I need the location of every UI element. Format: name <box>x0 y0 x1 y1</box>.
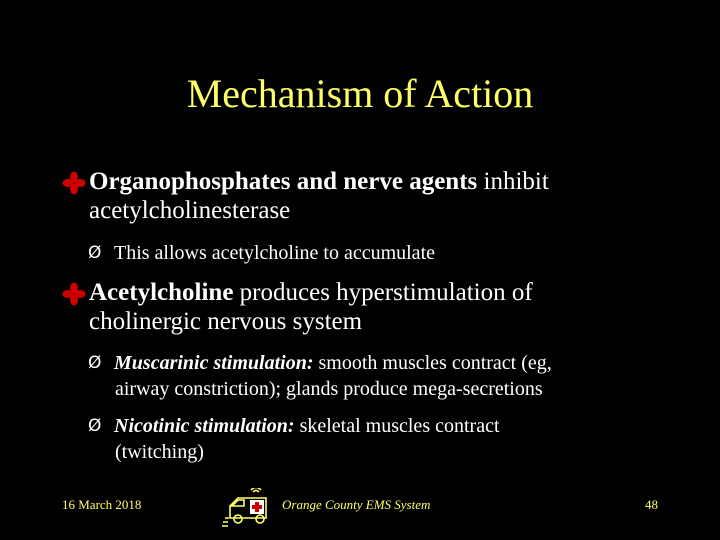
footer-organization: Orange County EMS System <box>282 497 431 512</box>
sub-bullet-text <box>115 413 678 439</box>
bullet-bold-term: Organophosphates and nerve agents <box>89 168 478 195</box>
four-petal-diamond-icon <box>62 171 86 195</box>
arrow-bullet-icon: Ø <box>88 353 102 373</box>
slide-title: Mechanism of Action <box>186 71 534 116</box>
sub-bullet-rest: smooth muscles contract (eg, <box>313 352 552 374</box>
sub-bullet-label: Nicotinic stimulation: <box>114 415 295 437</box>
sub-bullet-item <box>88 413 678 465</box>
sub-bullet-continuation: airway constriction); glands produce mega-secretions <box>115 378 543 400</box>
footer-date: 16 March 2018 <box>62 497 142 512</box>
bullet-rest-text: produces hyperstimulation of <box>233 279 533 306</box>
bullet-item <box>62 167 662 225</box>
sub-bullet-continuation: (twitching) <box>115 441 204 463</box>
bullet-rest-text: inhibit <box>477 168 549 195</box>
ambulance-star-of-life-icon <box>220 488 276 528</box>
footer-page-number: 48 <box>645 497 658 512</box>
bullet-bold-term: Acetylcholine <box>89 279 234 306</box>
arrow-bullet-icon: Ø <box>88 243 102 263</box>
bullet-text <box>89 278 662 336</box>
sub-bullet-rest: skeletal muscles contract <box>294 415 500 437</box>
sub-bullet-item <box>88 350 678 402</box>
bullet-text <box>89 167 662 225</box>
four-petal-diamond-icon <box>62 282 86 306</box>
bullet-continuation: acetylcholinesterase <box>89 197 291 224</box>
sub-bullet-item <box>88 240 678 266</box>
bullet-item <box>62 278 662 336</box>
arrow-bullet-icon: Ø <box>88 416 102 436</box>
sub-bullet-text: This allows acetylcholine to accumulate <box>114 242 435 264</box>
sub-bullet-text <box>115 350 678 376</box>
sub-bullet-label: Muscarinic stimulation: <box>114 352 314 374</box>
bullet-continuation: cholinergic nervous system <box>89 308 363 335</box>
